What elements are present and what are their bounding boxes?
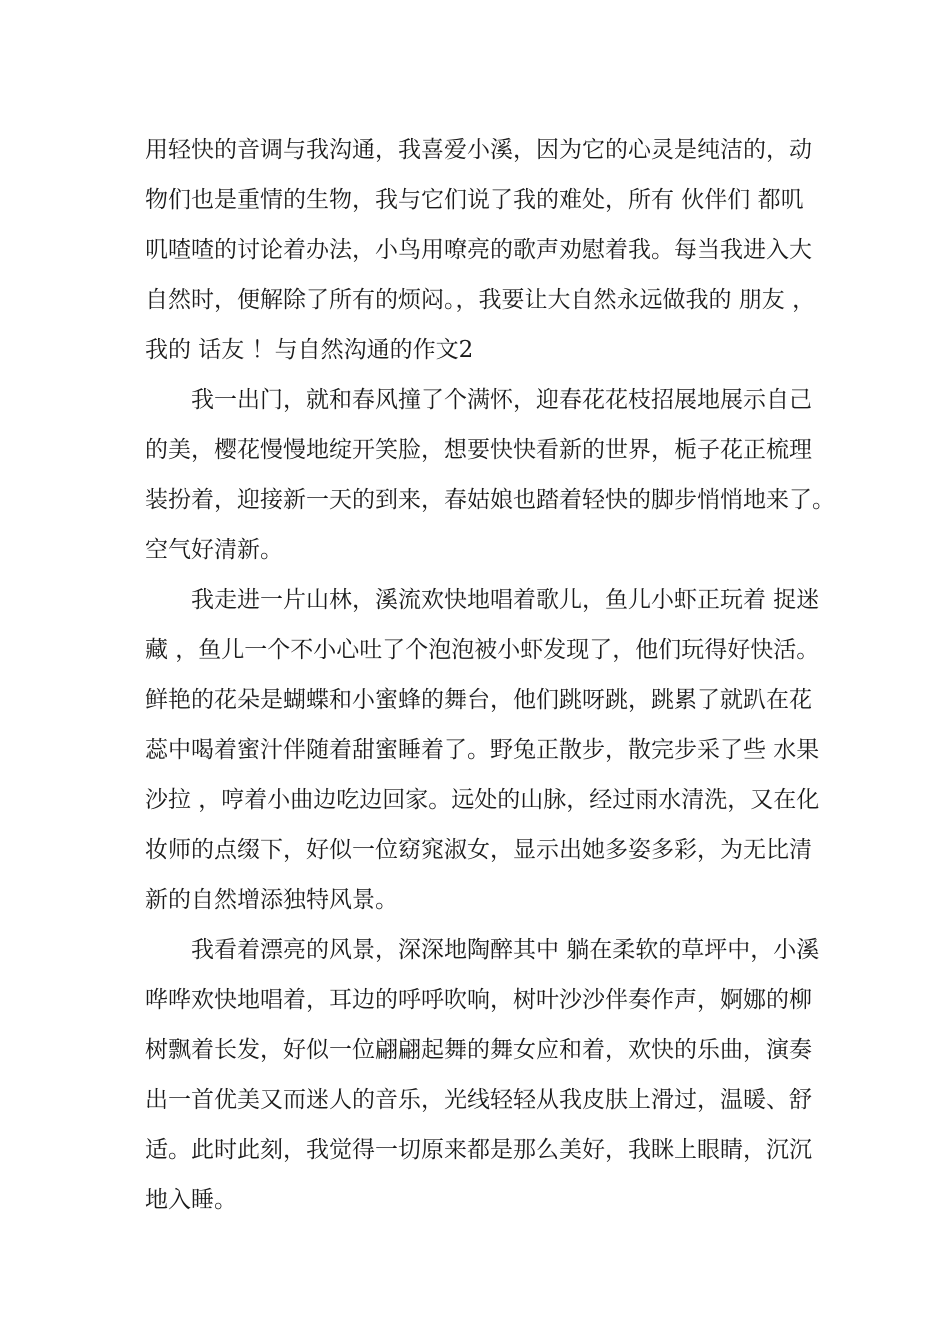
text-line: 用轻快的音调与我沟通，我喜爱小溪，因为它的心灵是纯洁的，动	[145, 137, 812, 163]
text-line: 哗哗欢快地唱着，耳边的呼呼吹响，树叶沙沙伴奏作声，婀娜的柳	[145, 987, 812, 1013]
text-line: 物们也是重情的生物，我与它们说了我的难处，所有 伙伴们 都叽	[145, 187, 804, 213]
text-line: 自然时，便解除了所有的烦闷。，我要让大自然永远做我的 朋友 ，	[145, 287, 816, 313]
text-line: 叽喳喳的讨论着办法，小鸟用嘹亮的歌声劝慰着我。每当我进入大	[145, 237, 812, 263]
paragraph-4	[145, 925, 835, 1225]
text-line: 装扮着，迎接新一天的到来，春姑娘也踏着轻快的脚步悄悄地来了。	[145, 487, 835, 513]
text-line: 藏 ，鱼儿一个不小心吐了个泡泡被小虾发现了，他们玩得好快活。	[145, 637, 820, 663]
text-line: 出一首优美又而迷人的音乐，光线轻轻从我皮肤上滑过，温暖、舒	[145, 1087, 812, 1113]
text-line: 空气好清新。	[145, 537, 283, 563]
text-line: 地入睡。	[145, 1187, 237, 1213]
text-line: 我一出门，就和春风撞了个满怀，迎春花花枝招展地展示自己	[145, 387, 812, 413]
text-line: 新的自然增添独特风景。	[145, 887, 398, 913]
text-line: 鲜艳的花朵是蝴蝶和小蜜蜂的舞台，他们跳呀跳，跳累了就趴在花	[145, 687, 812, 713]
text-line: 蕊中喝着蜜汁伴随着甜蜜睡着了。野兔正散步，散完步采了些 水果	[145, 737, 820, 763]
text-line: 适。此时此刻，我觉得一切原来都是那么美好，我眯上眼睛，沉沉	[145, 1137, 812, 1163]
text-line: 我走进一片山林，溪流欢快地唱着歌儿，鱼儿小虾正玩着 捉迷	[145, 587, 820, 613]
text-line: 我的 话友 ！与自然沟通的作文2	[145, 337, 474, 363]
text-line: 树飘着长发，好似一位翩翩起舞的舞女应和着，欢快的乐曲，演奏	[145, 1037, 812, 1063]
text-line: 沙拉 ，哼着小曲边吃边回家。远处的山脉，经过雨水清洗，又在化	[145, 787, 820, 813]
paragraph-2	[145, 375, 835, 575]
text-line: 妆师的点缀下，好似一位窈窕淑女，显示出她多姿多彩，为无比清	[145, 837, 812, 863]
text-line: 我看着漂亮的风景，深深地陶醉其中 躺在柔软的草坪中，小溪	[145, 937, 820, 963]
text-line: 的美，樱花慢慢地绽开笑脸，想要快快看新的世界，栀子花正梳理	[145, 437, 812, 463]
paragraph-3	[145, 575, 835, 925]
paragraph-1	[145, 125, 835, 375]
